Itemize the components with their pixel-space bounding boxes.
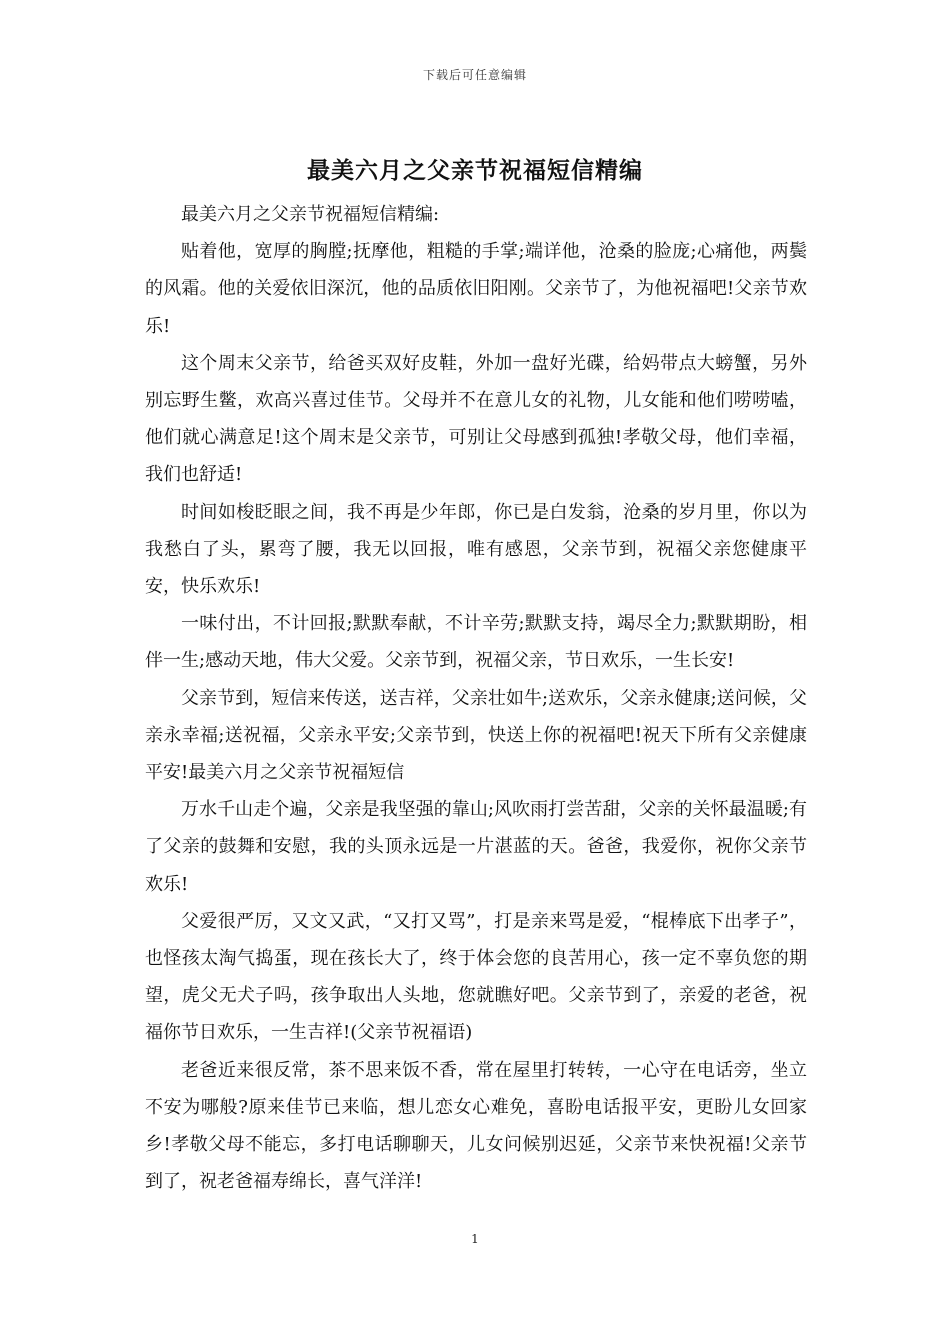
paragraph: 贴着他，宽厚的胸膛;抚摩他，粗糙的手掌;端详他，沧桑的脸庞;心痛他，两鬓的风霜。他的关爱依旧深沉，他的品质依旧阳刚。父亲节了，为他祝福吧!父亲节欢乐! (145, 241, 807, 337)
paragraph: 父爱很严厉，又文又武，“又打又骂”，打是亲来骂是爱，“棍棒底下出孝子”，也怪孩太淘气捣蛋，现在孩长大了，终于体会您的良苦用心，孩一定不辜负您的期望，虎父无犬子吗，孩争取出人头地，您就瞧好吧。父亲节到了，亲爱的老爸，祝福你节日欢乐，一生吉祥!(父亲节祝福语) (145, 910, 807, 1044)
document-title: 最美六月之父亲节祝福短信精编 (307, 157, 643, 184)
paragraph: 时间如梭眨眼之间，我不再是少年郎，你已是白发翁，沧桑的岁月里，你以为我愁白了头，累弯了腰，我无以回报，唯有感恩，父亲节到，祝福父亲您健康平安，快乐欢乐! (145, 501, 807, 598)
paragraph: 最美六月之父亲节祝福短信精编: (181, 204, 440, 225)
paragraph: 这个周末父亲节，给爸买双好皮鞋，外加一盘好光碟，给妈带点大螃蟹，另外别忘野生鳖，欢高兴喜过佳节。父母并不在意儿女的礼物，儿女能和他们唠唠嗑，他们就心满意足!这个周末是父亲节，可别让父母感到孤独!孝敬父母，他们幸福，我们也舒适! (145, 352, 807, 486)
paragraph: 父亲节到，短信来传送，送吉祥，父亲壮如牛;送欢乐，父亲永健康;送问候，父亲永幸福;送祝福，父亲永平安;父亲节到，快送上你的祝福吧!祝天下所有父亲健康平安!最美六月之父亲节祝福短信 (145, 687, 807, 784)
header-note: 下载后可任意编辑 (422, 68, 527, 82)
paragraph: 老爸近来很反常，茶不思来饭不香，常在屋里打转转，一心守在电话旁，坐立不安为哪般?原来佳节已来临，想儿恋女心难免，喜盼电话报平安，更盼儿女回家乡!孝敬父母不能忘，多打电话聊聊天，儿女问候别迟延，父亲节来快祝福!父亲节到了，祝老爸福寿绵长，喜气洋洋! (145, 1059, 807, 1193)
paragraph: 万水千山走个遍，父亲是我坚强的靠山;风吹雨打尝苦甜，父亲的关怀最温暖;有了父亲的鼓舞和安慰，我的头顶永远是一片湛蓝的天。爸爸，我爱你，祝你父亲节欢乐! (145, 799, 807, 895)
page-number: 1 (471, 1232, 479, 1246)
paragraph: 一味付出，不计回报;默默奉献，不计辛劳;默默支持，竭尽全力;默默期盼，相伴一生;感动天地，伟大父爱。父亲节到，祝福父亲，节日欢乐，一生长安! (145, 613, 807, 672)
document-body (145, 196, 807, 1200)
